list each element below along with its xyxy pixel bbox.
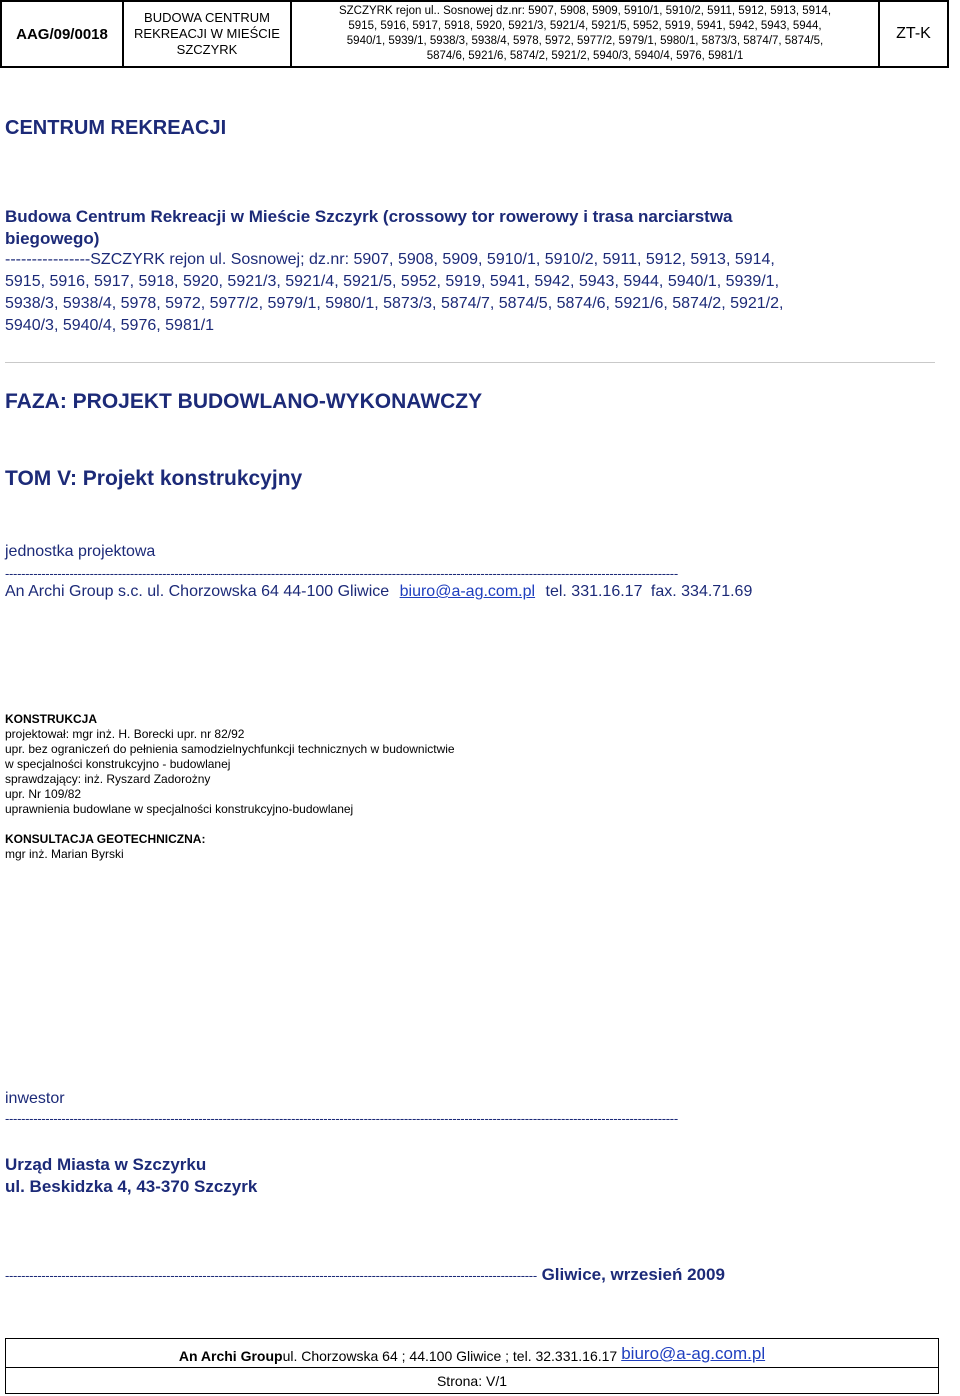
investment-line: Budowa Centrum Rekreacji w Mieście Szczyrk (crossowy tor rowerowy i trasa narciarstwa (5, 207, 733, 226)
horizontal-divider (5, 362, 935, 363)
geotech-person: mgr inż. Marian Byrski (5, 847, 124, 861)
structure-line: w specjalności konstrukcyjno - budowlanej (5, 757, 231, 771)
footer-contact-row (6, 1339, 938, 1368)
volume-title: TOM V: Projekt konstrukcyjny (5, 467, 303, 490)
place-date: Gliwice, wrzesień 2009 (541, 1265, 725, 1284)
footer-table (5, 1338, 939, 1394)
place-date-line (5, 1265, 940, 1285)
design-unit-label: jednostka projektowa (5, 543, 156, 560)
design-unit-contact (5, 583, 752, 601)
location-text-line: 5940/3, 5940/4, 5976, 5981/1 (5, 317, 215, 334)
location-line: 5915, 5916, 5917, 5918, 5920, 5921/3, 5921/4, 5921/5, 5952, 5919, 5941, 5942, 5943, 5944, (348, 20, 822, 32)
structure-line: sprawdzający: inż. Ryszard Zadorożny (5, 772, 211, 786)
location-description (5, 249, 940, 337)
location-line: SZCZYRK rejon ul.. Sosnowej dz.nr: 5907, 5908, 5909, 5910/1, 5910/2, 5911, 5912, 5913, 5914, (338, 5, 832, 17)
place-date-dashes: ------------------------------------------------------------------------------------------------------------------------------------ (5, 1268, 537, 1283)
geotech-heading: KONSULTACJA GEOTECHNICZNA: (5, 832, 206, 846)
email-link[interactable]: biuro@a-ag.com.pl (399, 583, 536, 600)
project-name-line: REKREACJI W MIEŚCIE (134, 26, 280, 41)
investment-title (5, 206, 875, 250)
location-text-line: 5915, 5916, 5917, 5918, 5920, 5921/3, 5921/4, 5921/5, 5952, 5919, 5941, 5942, 5943, 5944, 5940/1, 5939/1, (5, 273, 780, 290)
structure-line: projektował: mgr inż. H. Borecki upr. nr 82/92 (5, 727, 245, 741)
project-name-line: BUDOWA CENTRUM (144, 10, 270, 25)
footer-email-link[interactable]: biuro@a-ag.com.pl (621, 1344, 766, 1363)
structure-line: upr. bez ograniczeń do pełnienia samodzielnychfunkcji technicznych w budownictwie (5, 742, 455, 756)
footer-company: An Archi Group (178, 1348, 283, 1364)
investor-dashes: ----------------------------------------------------------------------------------------------------------------------------------------------------------------------- (5, 1111, 678, 1126)
investor-block (5, 1154, 257, 1198)
location-text-line: ----------------SZCZYRK rejon ul. Sosnowej; dz.nr: 5907, 5908, 5909, 5910/1, 5910/2, 5911, 5912, 5913, 5914, (5, 251, 775, 268)
structure-line: upr. Nr 109/82 (5, 787, 82, 801)
location-text-line: 5938/3, 5938/4, 5978, 5972, 5977/2, 5979/1, 5980/1, 5873/3, 5874/7, 5874/5, 5874/6, 5921/6, 5874/2, 5921/2, (5, 295, 784, 312)
footer-address: ul. Chorzowska 64 ; 44.100 Gliwice ; tel. 32.331.16.17 (282, 1348, 618, 1364)
design-unit-dashes: ----------------------------------------------------------------------------------------------------------------------------------------------------------------------- (5, 566, 678, 581)
project-name-cell (124, 2, 292, 66)
investment-line: biegowego) (5, 229, 100, 248)
header-table (0, 0, 949, 68)
page-number: Strona: V/1 (436, 1372, 508, 1389)
investor-name: Urząd Miasta w Szczyrku (5, 1155, 207, 1174)
section-title: CENTRUM REKREACJI (5, 117, 227, 139)
document-code: AAG/09/0018 (2, 2, 124, 66)
fax-number: fax. 334.71.69 (650, 583, 753, 600)
document-type: ZT-K (896, 25, 931, 42)
phase-title: FAZA: PROJEKT BUDOWLANO-WYKONAWCZY (5, 390, 483, 413)
location-line: 5940/1, 5939/1, 5938/3, 5938/4, 5978, 5972, 5977/2, 5979/1, 5980/1, 5873/3, 5874/7, 5874/5, (346, 35, 824, 47)
location-cell (292, 2, 880, 66)
footer-page-row (6, 1368, 938, 1393)
location-line: 5874/6, 5921/6, 5874/2, 5921/2, 5940/3, 5940/4, 5976, 5981/1 (426, 50, 744, 62)
phone-number: tel. 331.16.17 (545, 583, 643, 600)
geotech-section (5, 832, 205, 862)
investor-label: inwestor (5, 1090, 65, 1107)
company-address: An Archi Group s.c. ul. Chorzowska 64 44-100 Gliwice (5, 583, 390, 600)
investor-address: ul. Beskidzka 4, 43-370 Szczyrk (5, 1177, 258, 1196)
structure-line: uprawnienia budowlane w specjalności konstrukcyjno-budowlanej (5, 802, 354, 816)
structure-heading: KONSTRUKCJA (5, 712, 98, 726)
structure-section (5, 712, 455, 817)
project-name-line: SZCZYRK (176, 42, 238, 57)
